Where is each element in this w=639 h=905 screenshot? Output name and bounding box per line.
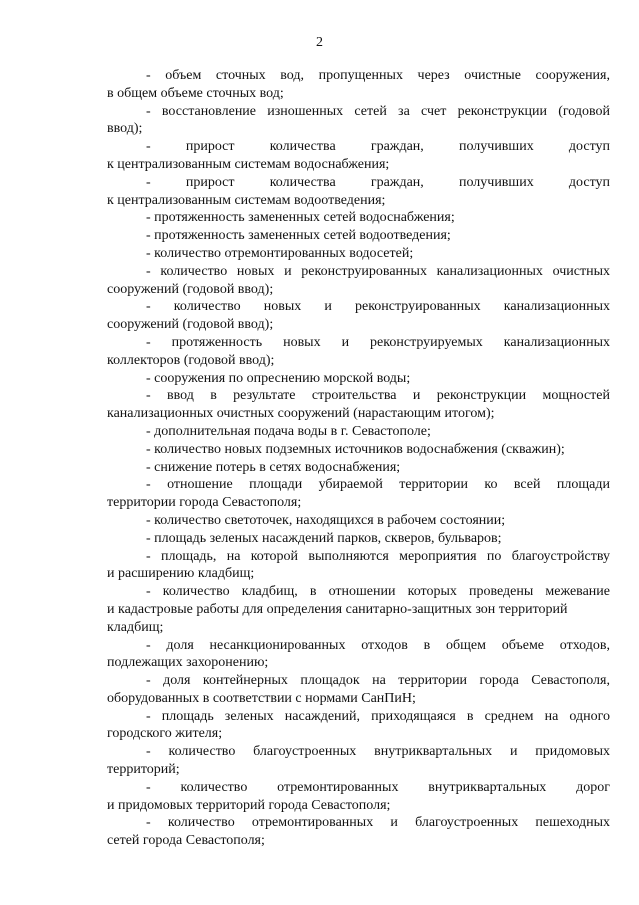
- indicator-item-first-line: - доля контейнерных площадок на территории города Севастополя,: [146, 673, 610, 689]
- indicator-item-first-line: - площадь зеленых насаждений, приходящаяся в среднем на одного: [146, 708, 610, 724]
- indicator-item: [107, 174, 610, 210]
- indicator-item-first-line: - протяженность замененных сетей водоснабжения;: [146, 210, 455, 226]
- indicator-item-continuation: городского жителя;: [107, 726, 223, 742]
- indicator-item-continuation: канализационных очистных сооружений (нарастающим итогом);: [107, 406, 495, 422]
- indicator-item: [107, 743, 610, 779]
- indicator-item-continuation: и кадастровые работы для определения санитарно-защитных зон территорий кладбищ;: [107, 601, 568, 635]
- indicator-list: [107, 67, 610, 850]
- indicator-item: [107, 370, 610, 388]
- indicator-item-continuation: сооружений (годовой ввод);: [107, 281, 274, 297]
- indicator-item-continuation: коллекторов (годовой ввод);: [107, 352, 275, 368]
- indicator-item-continuation: и расширению кладбищ;: [107, 566, 255, 582]
- indicator-item: [107, 459, 610, 477]
- indicator-item: [107, 548, 610, 584]
- indicator-item-first-line: - количество светоточек, находящихся в рабочем состоянии;: [146, 512, 506, 528]
- indicator-item: [107, 530, 610, 548]
- indicator-item: [107, 814, 610, 850]
- indicator-item: [107, 441, 610, 459]
- indicator-item: [107, 672, 610, 708]
- indicator-item-first-line: - количество благоустроенных внутриквартальных и придомовых: [146, 744, 610, 760]
- indicator-item: [107, 779, 610, 815]
- indicator-item: [107, 423, 610, 441]
- indicator-item-continuation: и придомовых территорий города Севастополя;: [107, 797, 391, 813]
- indicator-item-first-line: - восстановление изношенных сетей за счет реконструкции (годовой: [146, 103, 610, 119]
- indicator-item-continuation: сетей города Севастополя;: [107, 833, 265, 849]
- indicator-item-first-line: - количество отремонтированных внутриквартальных дорог: [146, 779, 610, 795]
- indicator-item-continuation: оборудованных в соответствии с нормами СанПиН;: [107, 690, 416, 706]
- indicator-item: [107, 67, 610, 103]
- indicator-item-continuation: подлежащих захоронению;: [107, 655, 269, 671]
- indicator-item-first-line: - площадь, на которой выполняются мероприятия по благоустройству: [146, 548, 610, 564]
- indicator-item: [107, 334, 610, 370]
- indicator-item: [107, 209, 610, 227]
- indicator-item: [107, 103, 610, 139]
- indicator-item-continuation: в общем объеме сточных вод;: [107, 85, 284, 101]
- indicator-item: [107, 227, 610, 245]
- indicator-item: [107, 512, 610, 530]
- indicator-item-first-line: - прирост количества граждан, получивших доступ: [146, 139, 610, 155]
- indicator-item-first-line: - количество отремонтированных водосетей;: [146, 245, 414, 261]
- indicator-item-first-line: - количество новых подземных источников водоснабжения (скважин);: [146, 441, 565, 457]
- page-number: 2: [316, 35, 323, 50]
- indicator-item-first-line: - дополнительная подача воды в г. Севастополе;: [146, 423, 431, 439]
- indicator-item-first-line: - площадь зеленых насаждений парков, скверов, бульваров;: [146, 530, 502, 546]
- indicator-item: [107, 708, 610, 744]
- indicator-item: [107, 138, 610, 174]
- indicator-item-first-line: - прирост количества граждан, получивших доступ: [146, 174, 610, 190]
- indicator-item-first-line: - количество отремонтированных и благоустроенных пешеходных: [146, 815, 610, 831]
- indicator-item-continuation: ввод);: [107, 121, 143, 137]
- indicator-item-continuation: к централизованным системам водоотведения;: [107, 192, 386, 208]
- indicator-item: [107, 245, 610, 263]
- indicator-item-continuation: к централизованным системам водоснабжения;: [107, 156, 390, 172]
- indicator-item-first-line: - протяженность замененных сетей водоотведения;: [146, 228, 451, 244]
- indicator-item-continuation: территории города Севастополя;: [107, 495, 302, 511]
- indicator-item-first-line: - количество кладбищ, в отношении которых проведены межевание: [146, 584, 610, 600]
- indicator-item: [107, 583, 610, 636]
- indicator-item-first-line: - количество новых и реконструированных канализационных: [146, 299, 610, 315]
- indicator-item-first-line: - отношение площади убираемой территории ко всей площади: [146, 477, 610, 493]
- indicator-item-first-line: - снижение потерь в сетях водоснабжения;: [146, 459, 401, 475]
- indicator-item-first-line: - доля несанкционированных отходов в общем объеме отходов,: [146, 637, 610, 653]
- indicator-item-first-line: - объем сточных вод, пропущенных через очистные сооружения,: [146, 68, 610, 83]
- indicator-item: [107, 263, 610, 299]
- indicator-item: [107, 637, 610, 673]
- indicator-item: [107, 298, 610, 334]
- indicator-item-first-line: - количество новых и реконструированных канализационных очистных: [146, 263, 610, 279]
- indicator-item-first-line: - сооружения по опреснению морской воды;: [146, 370, 411, 386]
- indicator-item-continuation: территорий;: [107, 762, 180, 778]
- indicator-item-continuation: сооружений (годовой ввод);: [107, 317, 274, 333]
- indicator-item: [107, 476, 610, 512]
- indicator-item-first-line: - протяженность новых и реконструируемых канализационных: [146, 334, 610, 350]
- indicator-item: [107, 387, 610, 423]
- indicator-item-first-line: - ввод в результате строительства и реконструкции мощностей: [146, 388, 610, 404]
